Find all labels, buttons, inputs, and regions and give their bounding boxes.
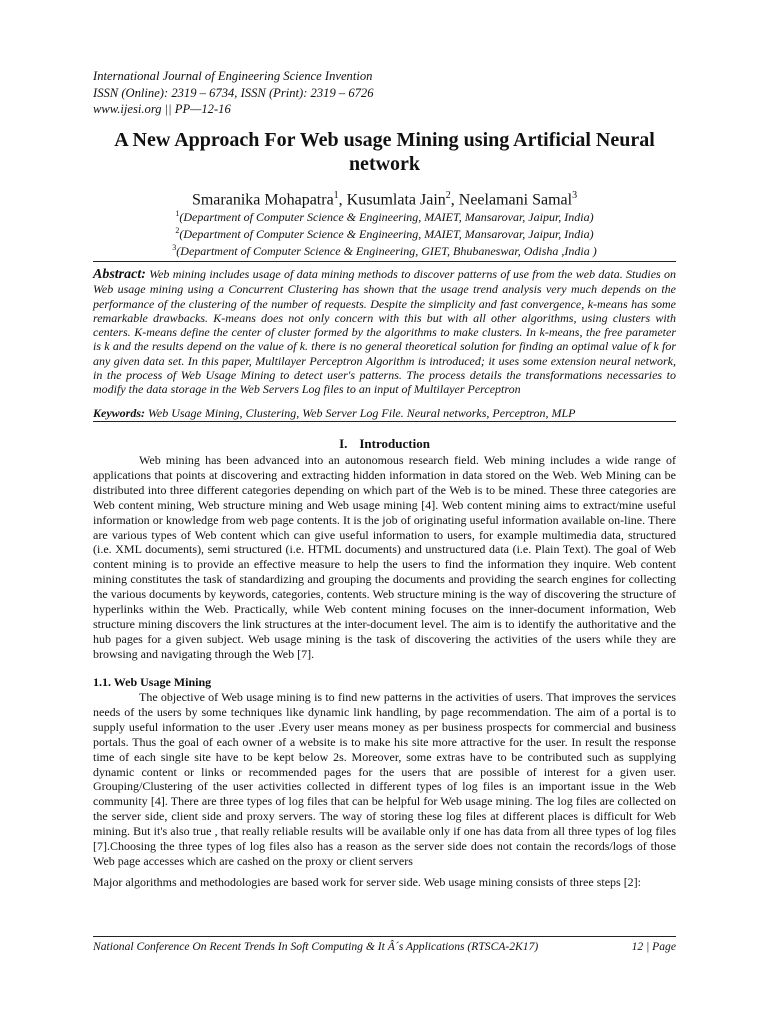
affiliation-mark: 3	[172, 243, 177, 253]
top-divider	[93, 261, 676, 262]
footer-conference: National Conference On Recent Trends In Soft Computing & It Â´s Applications (RTSCA-2K17)	[93, 940, 539, 953]
author-separator: ,	[338, 191, 347, 209]
web-usage-paragraph: The objective of Web usage mining is to find new patterns in the activities of users. That improves the services needs of the users by some techniques like dynamic link handling, by page recommendation. The aim of a portal is to supply useful information to the user .Every user means money as per business prospects for commercial and business portals. Thus the goal of each owner of a website is to make his site more attractive for the user. In result the response time of each single site have to be kept below 2s. Moreover, some extras have to be contributed such as supplying dynamic content or links or recommended pages for the users that are possible of interest for a given user. Grouping/Clustering of the user activities collected in different types of log files is an important issue in the Web community [4]. There are three types of log files that can be helpful for Web usage mining. The log files are collected on the server side, client side and proxy servers. The way of storing these log files at different places is difficult for Web mining. But it's also true , that really reliable results will be available only if one has data from all three types of log files [7].Choosing the three types of log files also has a reason as the server side does not contain the records/logs of those Web page accesses which are cashed on the proxy or client servers	[93, 690, 676, 868]
footer-divider	[93, 936, 676, 937]
steps-paragraph: Major algorithms and methodologies are based work for server side. Web usage mining consists of three steps [2]:	[93, 875, 642, 889]
affiliation-text: (Department of Computer Science & Engineering, MAIET, Mansarovar, Jaipur, India)	[179, 227, 594, 242]
section-heading-introduction	[93, 436, 676, 452]
author-separator: ,	[450, 191, 459, 209]
bottom-divider	[93, 421, 676, 422]
abstract-label: Abstract:	[93, 267, 146, 282]
author-affil-mark: 3	[572, 190, 578, 201]
section-number: I.	[339, 436, 348, 451]
affiliation-text: (Department of Computer Science & Engineering, GIET, Bhubaneswar, Odisha ,India )	[176, 244, 597, 259]
affiliation	[92, 241, 677, 258]
author-affil-mark: 1	[333, 190, 339, 201]
affiliation-list	[92, 207, 677, 259]
affiliation	[92, 224, 677, 241]
keywords-text: Web Usage Mining, Clustering, Web Server Log File. Neural networks, Perceptron, MLP	[148, 406, 576, 420]
paper-title: A New Approach For Web usage Mining using Artificial Neural network	[114, 129, 655, 175]
author-affil-mark: 2	[445, 190, 451, 201]
affiliation-mark: 1	[175, 209, 180, 218]
affiliation-mark: 2	[175, 226, 180, 236]
author-name: Smaranika Mohapatra	[191, 191, 334, 209]
subsection-heading-web-usage-mining: 1.1. Web Usage Mining	[93, 675, 212, 689]
journal-issn: ISSN (Online): 2319 – 6734, ISSN (Print): 2319 – 6726	[93, 85, 374, 100]
author-name: Kusumlata Jain	[346, 191, 446, 209]
abstract-block	[93, 267, 676, 397]
affiliation	[92, 207, 677, 224]
introduction-paragraph: Web mining has been advanced into an autonomous research field. Web mining includes a wide range of applications that points at discovering and extracting hidden information in data stored on the Web. Web Mining can be distributed into three different categories depending on which part of the Web is to be mined. These three categories are Web content mining, Web structure mining and Web usage mining [4]. Web content mining aims to extract/mine useful information or knowledge from web page contents. It is the job of originating useful information available on-line. There are various types of Web content which can give useful information to users, for example multimedia data, structured (i.e. XML documents), semi structured (i.e. HTML documents) and unstructured data (i.e. Plain Text). The goal of Web content mining is to provide an effective measure to help the users to find the information they inquire. Web content mining constitutes the task of standardizing and grouping the documents and providing the search engines for collecting the various documents by keywords, categories, contents. Web structure mining is the way of discovering the structure of hyperlinks within the Web. Practically, while Web content mining focuses on the inner-document information, Web structure mining discovers the link structures at the inter-document level. The aim is to identify the authoritative and the hub pages for a given subject. Web usage mining is the task of discovering the activities of the users while they are browsing and navigating through the Web [7].	[93, 453, 676, 661]
abstract-text: Web mining includes usage of data mining methods to discover patterns of use from the web data. Studies on Web usage mining using a Concurrent Clustering has shown that the usage trend analysis very much depends on the performance of the clustering of the number of requests. Despite the simplicity and fast convergence, k-means has some remarkable drawbacks. K-means does not only concern with this but with all other algorithms, using clusters with centers. K-means define the center of cluster formed by the algorithms to make clusters. In k-means, the free parameter is k and the results depend on the value of k. there is no general theoretical solution for finding an optimal value of k for any given data set. In this paper, Multilayer Perceptron Algorithm is introduced; it uses some extension neural network, in the process of Web Usage Mining to detect user's patterns. The process details the transformations necessaries to modify the data storage in the Web Servers Log files to an input of Multilayer Perceptron	[93, 267, 677, 397]
keywords-label: Keywords:	[93, 406, 145, 420]
keywords-block	[93, 406, 676, 420]
section-title: Introduction	[359, 436, 430, 451]
affiliation-text: (Department of Computer Science & Engineering, MAIET, Mansarovar, Jaipur, India)	[179, 210, 594, 224]
journal-header	[93, 68, 683, 118]
journal-site: www.ijesi.org || PP—12-16	[93, 102, 231, 116]
footer-page-number: 12 | Page	[631, 940, 676, 953]
author-name: Neelamani Samal	[458, 191, 573, 209]
journal-name: International Journal of Engineering Science Invention	[93, 69, 373, 83]
